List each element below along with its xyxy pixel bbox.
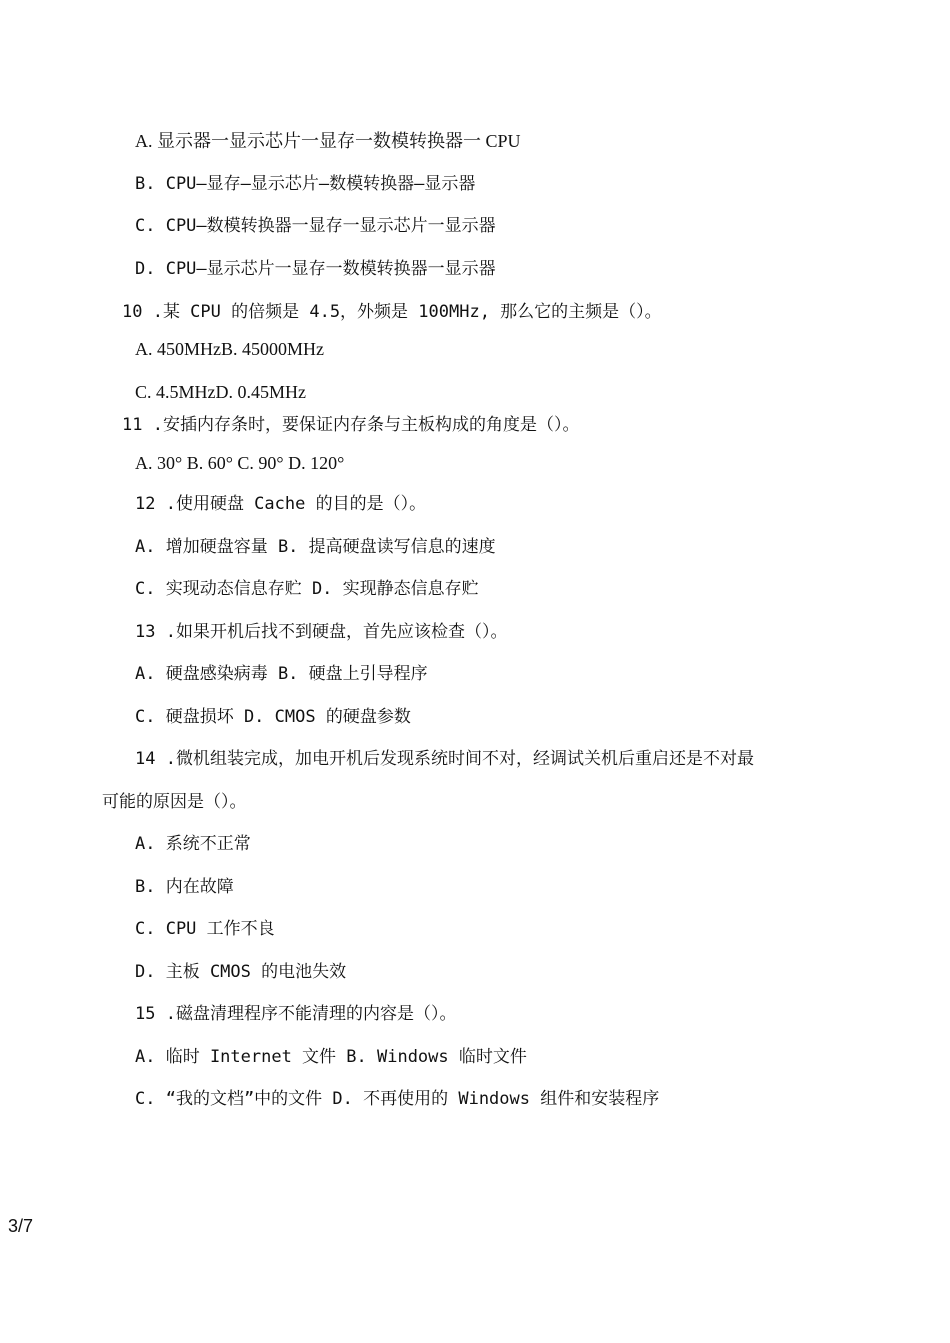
q15-options-ab: A. 临时 Internet 文件 B. Windows 临时文件 (135, 1047, 527, 1067)
q14-option-c: C. CPU 工作不良 (135, 919, 275, 939)
q13-question: 13 .如果开机后找不到硬盘，首先应该检查（）。 (135, 622, 508, 642)
q14-question-line2: 可能的原因是（）。 (102, 792, 247, 812)
q14-option-d: D. 主板 CMOS 的电池失效 (135, 962, 347, 982)
q10-options-cd: C. 4.5MHzD. 0.45MHz (135, 382, 306, 402)
q15-options-cd: C. “我的文档”中的文件 D. 不再使用的 Windows 组件和安装程序 (135, 1089, 660, 1109)
q11-options: A. 30° B. 60° C. 90° D. 120° (135, 453, 345, 473)
q15-question: 15 .磁盘清理程序不能清理的内容是（）。 (135, 1004, 457, 1024)
q14-option-b: B. 内在故障 (135, 877, 234, 897)
q10-options-ab: A. 450MHzB. 45000MHz (135, 339, 324, 359)
q14-question-line1: 14 .微机组装完成，加电开机后发现系统时间不对，经调试关机后重启还是不对最 (135, 749, 754, 769)
q9-option-a: A. 显示器一显示芯片一显存一数模转换器一 CPU (135, 131, 521, 151)
q12-options-ab: A. 增加硬盘容量 B. 提高硬盘读写信息的速度 (135, 537, 496, 557)
q13-options-cd: C. 硬盘损坏 D. CMOS 的硬盘参数 (135, 707, 411, 727)
page-number: 3/7 (8, 1216, 34, 1236)
q9-option-d: D. CPU—显示芯片一显存一数模转换器一显示器 (135, 259, 496, 279)
q13-options-ab: A. 硬盘感染病毒 B. 硬盘上引导程序 (135, 664, 428, 684)
q10-question: 10 .某 CPU 的倍频是 4.5，外频是 100MHz, 那么它的主频是（）。 (122, 302, 662, 322)
q9-option-b: B. CPU—显存—显示芯片—数模转换器—显示器 (135, 174, 476, 194)
q12-options-cd: C. 实现动态信息存贮 D. 实现静态信息存贮 (135, 579, 479, 599)
q12-question: 12 .使用硬盘 Cache 的目的是（）。 (135, 494, 427, 514)
q11-question: 11 .安插内存条时，要保证内存条与主板构成的角度是（）。 (122, 415, 580, 435)
q14-option-a: A. 系统不正常 (135, 834, 251, 854)
q9-option-c: C. CPU—数模转换器一显存一显示芯片一显示器 (135, 216, 496, 236)
